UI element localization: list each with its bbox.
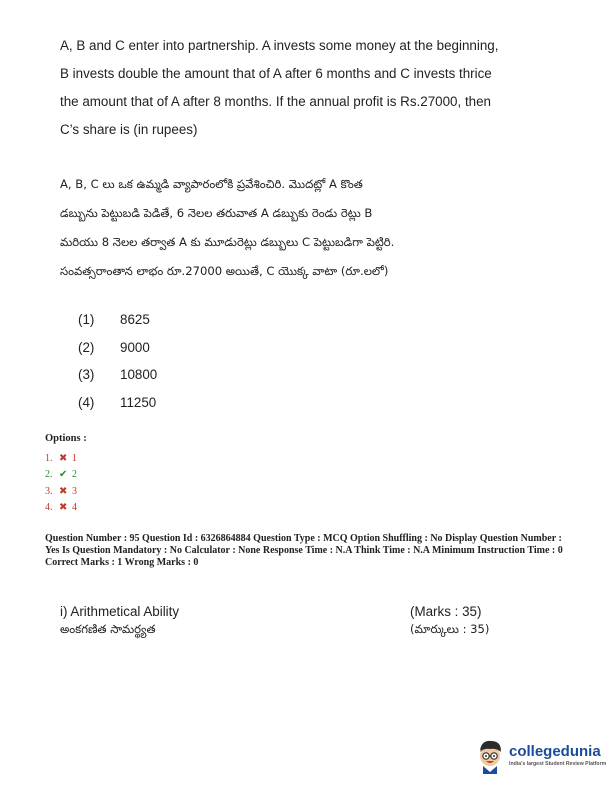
question-line: A, B and C enter into partnership. A invests some money at the beginning, (60, 38, 499, 53)
collegedunia-logo (474, 738, 606, 774)
choice-number: (3) (78, 367, 95, 383)
options-list (45, 450, 77, 516)
choice-number: (1) (78, 312, 95, 328)
question-line-telugu: మరియు 8 నెలల తర్వాత A కు మూడురెట్లు డబ్బులు C పెట్టుబడిగా పెట్టిరి. (60, 235, 395, 249)
section-header (60, 602, 520, 640)
section-title: i) Arithmetical Ability (60, 604, 180, 619)
answer-choice (78, 334, 157, 362)
option-number: 1 (72, 452, 77, 464)
option-row-2 (45, 467, 77, 484)
option-row-4 (45, 500, 77, 517)
option-number: 2 (72, 469, 77, 481)
cross-icon: ✖ (59, 485, 68, 497)
answer-choice (78, 361, 157, 389)
logo-name: collegedunia (509, 743, 601, 760)
question-english (60, 32, 550, 144)
option-label: 3. (45, 485, 53, 497)
answer-choices (78, 306, 157, 416)
choice-value: 8625 (120, 312, 150, 328)
option-number: 4 (72, 502, 77, 514)
logo-text (509, 744, 606, 768)
option-row-1 (45, 450, 77, 467)
choice-number: (4) (78, 395, 95, 411)
options-heading: Options : (45, 433, 87, 444)
choice-value: 10800 (120, 367, 158, 383)
section-row-telugu (60, 621, 520, 640)
answer-choice (78, 306, 157, 334)
cross-icon: ✖ (59, 502, 68, 514)
option-label: 4. (45, 502, 53, 514)
option-number: 3 (72, 485, 77, 497)
section-row-english (60, 602, 520, 621)
mascot-icon (474, 738, 506, 774)
question-line: B invests double the amount that of A after 6 months and C invests thrice (60, 66, 492, 81)
question-line-telugu: సంవత్సరాంతాన లాభం రూ.27000 అయితే, C యొక్క వాటా (రూ.లలో) (60, 264, 389, 278)
check-icon: ✔ (59, 469, 68, 481)
choice-number: (2) (78, 339, 95, 355)
metadata-marks: Correct Marks : 1 Wrong Marks : 0 (45, 557, 199, 568)
section-marks-telugu: (మార్కులు : 35) (410, 622, 490, 636)
answer-choice (78, 389, 157, 417)
question-line: the amount that of A after 8 months. If the annual profit is Rs.27000, then (60, 94, 492, 109)
question-metadata (45, 533, 570, 569)
section-title-telugu: అంకగణిత సామర్థ్యత (60, 622, 156, 636)
logo-tagline: India's largest Student Review Platform (509, 761, 607, 767)
cross-icon: ✖ (59, 452, 68, 464)
question-line: C’s share is (in rupees) (60, 122, 198, 137)
choice-value: 9000 (120, 339, 150, 355)
question-line-telugu: డబ్బును పెట్టుబడి పెడితే, 6 నెలల తరువాత A డబ్బుకు రెండు రెట్లు B (60, 206, 373, 220)
metadata-details: Question Number : 95 Question Id : 6326864884 Question Type : MCQ Option Shuffling : No Display Question Number : Yes Is Question Mandatory : No Calculator : None Response Time : N.A Think Time : N.A Minimum Instruction Time : 0 (45, 533, 563, 556)
option-row-3 (45, 483, 77, 500)
section-marks: (Marks : 35) (410, 604, 482, 619)
option-label: 2. (45, 469, 53, 481)
question-telugu (60, 170, 560, 286)
question-line-telugu: A, B, C లు ఒక ఉమ్మడి వ్యాపారంలోకి ప్రవేశించిరి. మొదట్లో A కొంత (60, 177, 363, 191)
choice-value: 11250 (120, 395, 157, 411)
option-label: 1. (45, 452, 53, 464)
